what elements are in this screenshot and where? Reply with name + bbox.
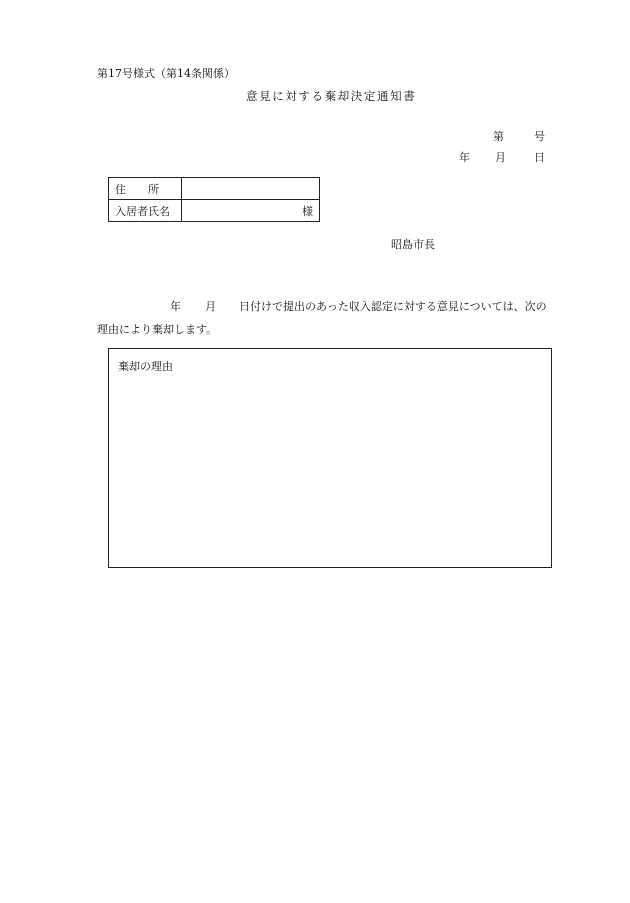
name-value-cell [182,200,320,222]
body-line-1 [97,301,567,313]
address-label: 住 所 [115,182,159,196]
issue-month-label: 月 [495,151,506,164]
address-row [109,178,320,200]
document-title: 意見に対する棄却決定通知書 [246,89,417,103]
body-text-2: 理由により棄却します。 [97,323,218,336]
document-number-line [493,131,545,142]
issue-day-label: 日 [534,151,545,164]
form-number: 第17号様式（第14条関係） [97,67,235,80]
name-label-cell [109,200,182,222]
issue-year-label: 年 [459,151,470,164]
recipient-table [108,177,320,222]
number-prefix: 第 [493,130,504,143]
reason-box [108,348,552,568]
number-suffix: 号 [534,130,545,143]
body-text-1: 日付けで提出のあった収入認定に対する意見については、次の [239,300,547,313]
reason-label: 棄却の理由 [118,360,173,373]
address-value-cell [182,178,320,200]
name-row [109,200,320,222]
body-year-label: 年 [170,300,181,313]
name-label: 入居者氏名 [115,204,170,218]
honorific: 様 [302,204,313,218]
body-month-label: 月 [205,300,216,313]
sender-name: 昭島市長 [391,238,435,251]
address-label-cell [109,178,182,200]
